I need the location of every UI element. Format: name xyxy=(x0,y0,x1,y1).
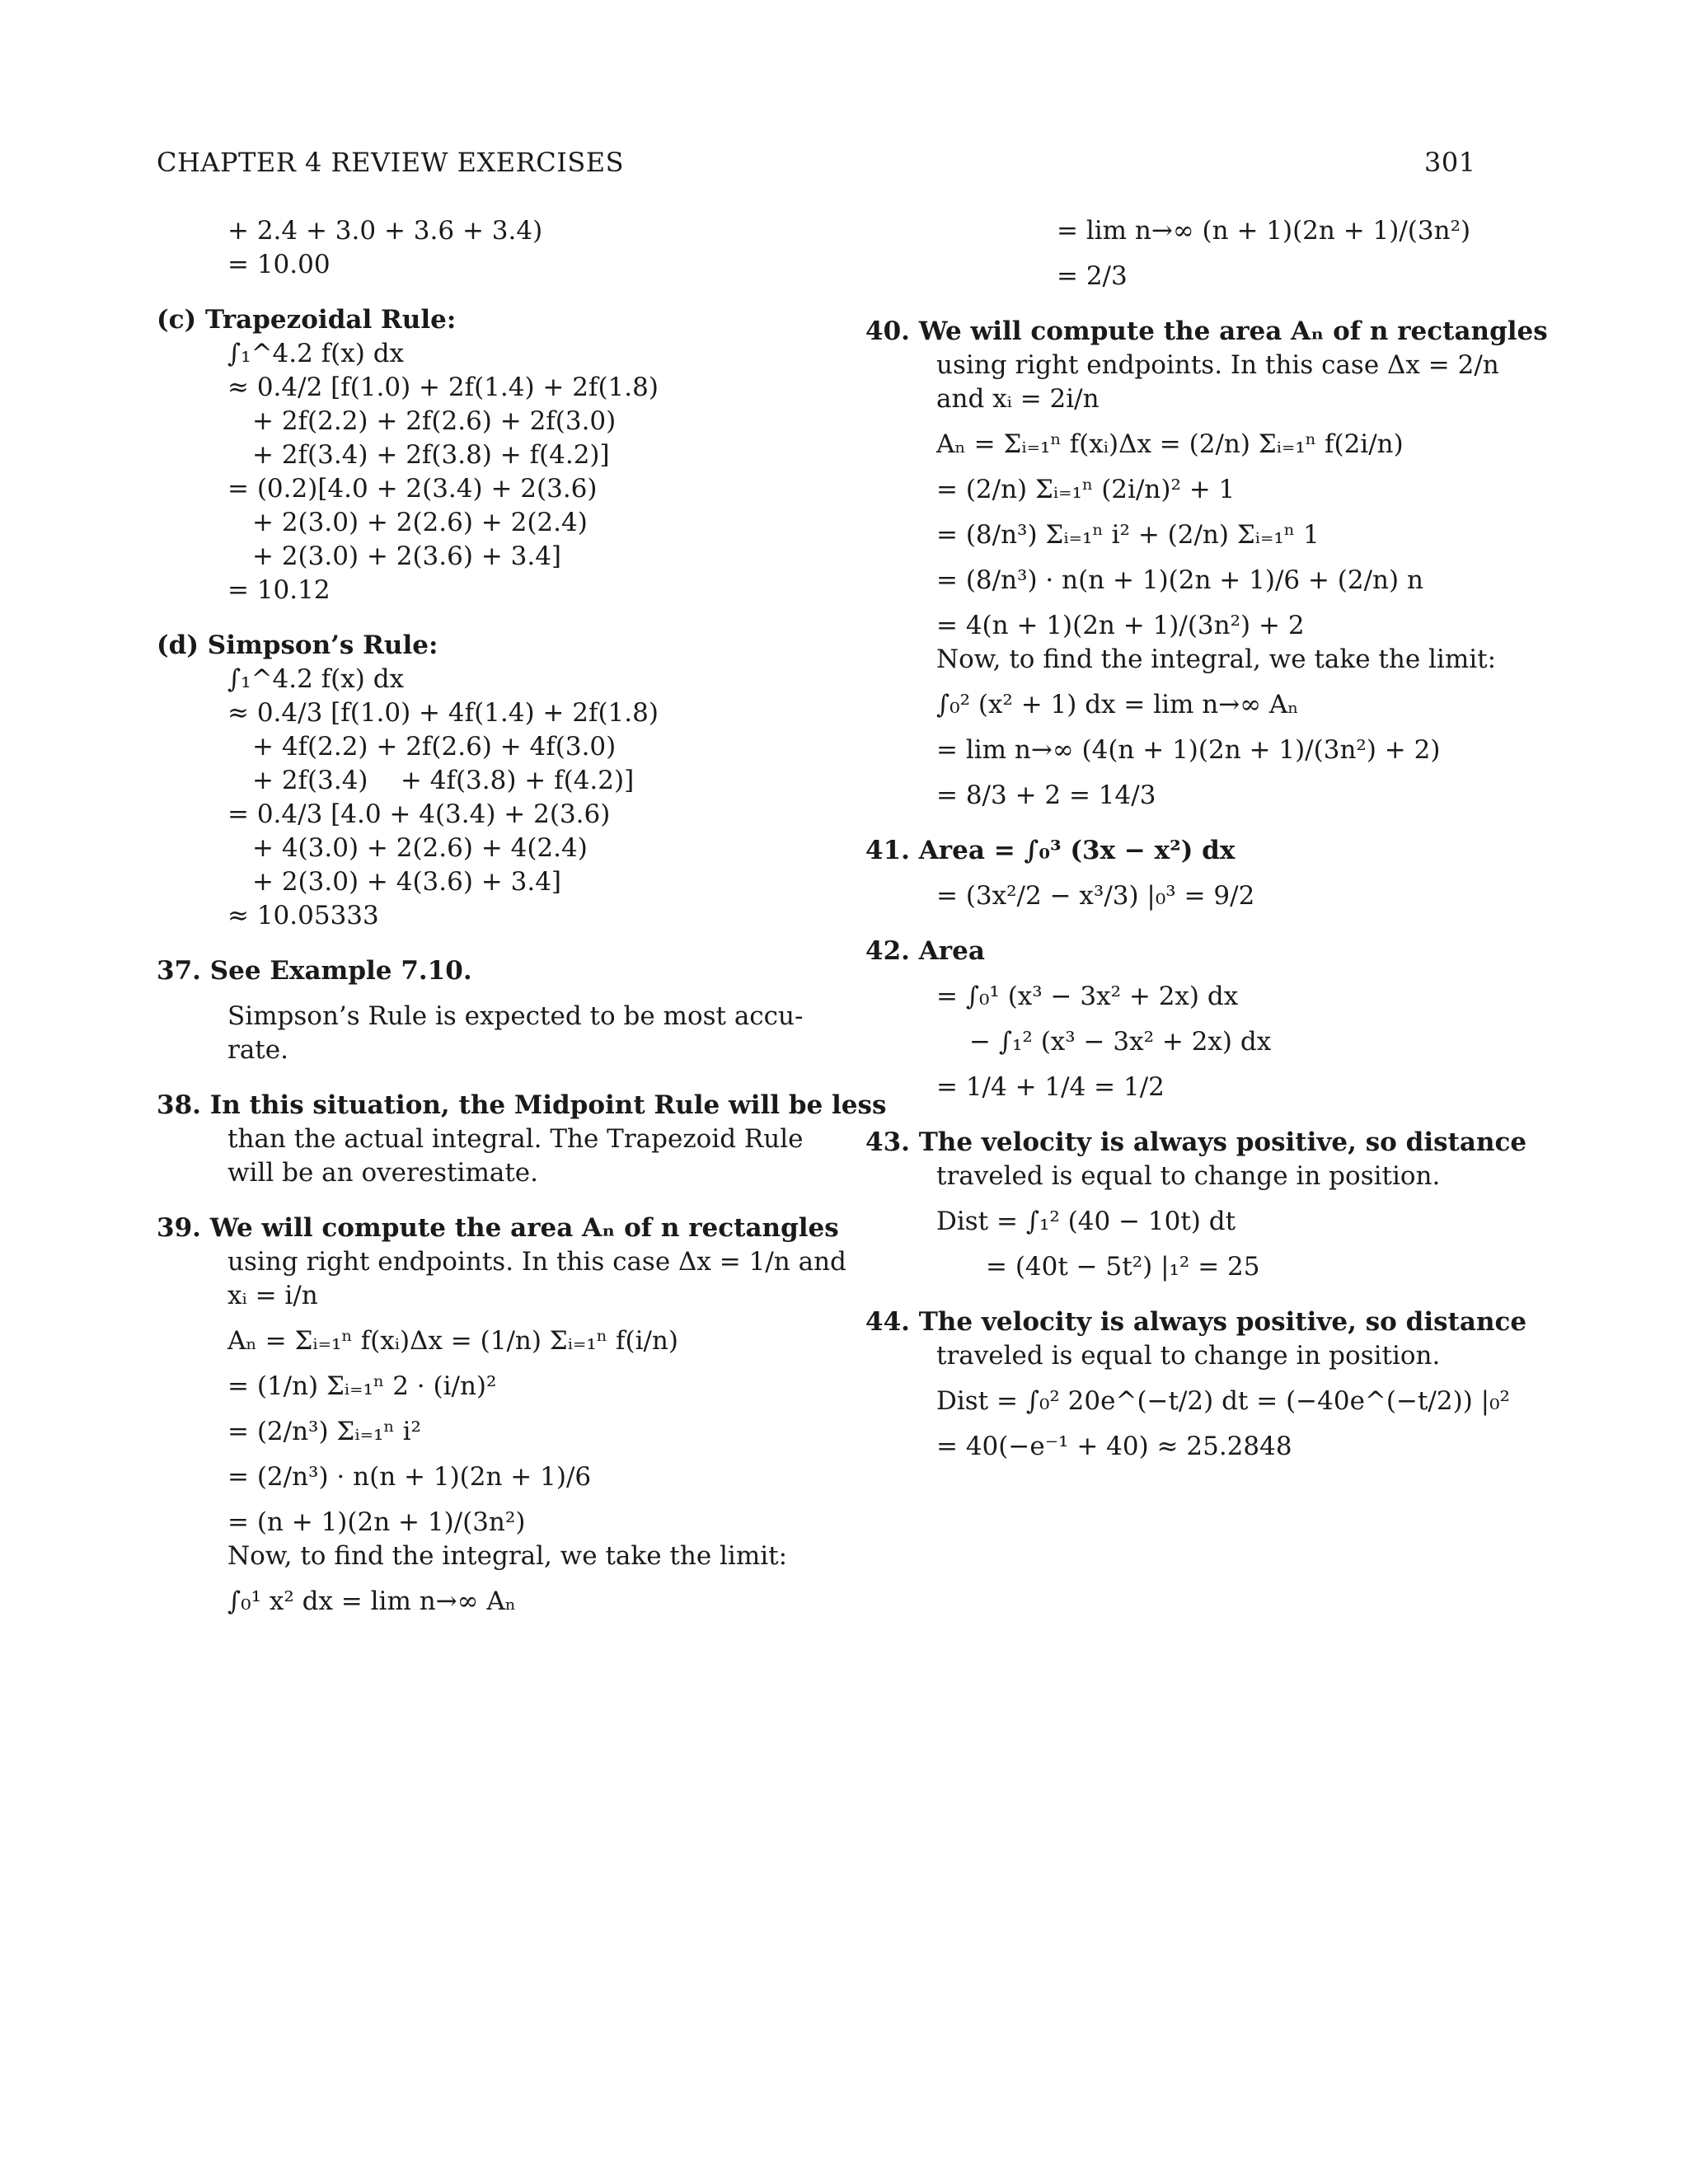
math-line: = 10.00 xyxy=(227,250,331,279)
exercise-40: 40. We will compute the area Aₙ of n rectangles xyxy=(865,316,1548,346)
math-line: = (2/n³) Σᵢ₌₁ⁿ i² xyxy=(227,1417,421,1446)
exercise-41: 41. Area = ∫₀³ (3x − x²) dx xyxy=(865,836,1236,865)
math-line: Dist = ∫₀² 20e^(−t/2) dt = (−40e^(−t/2)) |₀² xyxy=(936,1386,1510,1416)
text-line: traveled is equal to change in position. xyxy=(936,1161,1441,1191)
math-line: = (2/n) Σᵢ₌₁ⁿ (2i/n)² + 1 xyxy=(936,475,1236,504)
math-line: Aₙ = Σᵢ₌₁ⁿ f(xᵢ)Δx = (2/n) Σᵢ₌₁ⁿ f(2i/n) xyxy=(936,429,1404,459)
text-line: Simpson’s Rule is expected to be most accu- xyxy=(227,1001,804,1031)
math-line: Dist = ∫₁² (40 − 10t) dt xyxy=(936,1207,1236,1236)
math-line: + 2(3.0) + 2(2.6) + 2(2.4) xyxy=(252,508,588,537)
math-line: = 4(n + 1)(2n + 1)/(3n²) + 2 xyxy=(936,611,1305,640)
exercise-part-heading: (d) Simpson’s Rule: xyxy=(157,630,438,660)
running-header: CHAPTER 4 REVIEW EXERCISES xyxy=(157,147,625,178)
math-line: = 40(−e⁻¹ + 40) ≈ 25.2848 xyxy=(936,1432,1292,1461)
math-line: + 2f(3.4) + 4f(3.8) + f(4.2)] xyxy=(252,766,635,795)
math-line: + 2(3.0) + 4(3.6) + 3.4] xyxy=(252,867,562,897)
math-line: + 2f(3.4) + 2f(3.8) + f(4.2)] xyxy=(252,440,610,470)
math-line: = 1/4 + 1/4 = 1/2 xyxy=(936,1072,1165,1102)
text-line: will be an overestimate. xyxy=(227,1158,538,1188)
exercise-43: 43. The velocity is always positive, so distance xyxy=(865,1127,1527,1157)
math-line: = lim n→∞ (n + 1)(2n + 1)/(3n²) xyxy=(1057,216,1471,246)
math-line: = lim n→∞ (4(n + 1)(2n + 1)/(3n²) + 2) xyxy=(936,735,1441,765)
text-line: than the actual integral. The Trapezoid Rule xyxy=(227,1124,804,1154)
math-line: and xᵢ = 2i/n xyxy=(936,384,1100,414)
math-line: ≈ 0.4/2 [f(1.0) + 2f(1.4) + 2f(1.8) xyxy=(227,373,659,402)
text-line: Now, to find the integral, we take the limit: xyxy=(227,1541,788,1571)
math-line: = (8/n³) · n(n + 1)(2n + 1)/6 + (2/n) n xyxy=(936,565,1423,595)
math-line: = (0.2)[4.0 + 2(3.4) + 2(3.6) xyxy=(227,474,598,504)
math-line: = (2/n³) · n(n + 1)(2n + 1)/6 xyxy=(227,1462,592,1492)
math-line: = 8/3 + 2 = 14/3 xyxy=(936,780,1156,810)
math-line: = 10.12 xyxy=(227,575,331,605)
text-line: rate. xyxy=(227,1035,288,1065)
exercise-44: 44. The velocity is always positive, so distance xyxy=(865,1307,1527,1337)
math-line: = (n + 1)(2n + 1)/(3n²) xyxy=(227,1507,526,1537)
left-column xyxy=(157,214,887,1619)
math-line: ≈ 10.05333 xyxy=(227,901,379,930)
math-line: Aₙ = Σᵢ₌₁ⁿ f(xᵢ)Δx = (1/n) Σᵢ₌₁ⁿ f(i/n) xyxy=(227,1326,678,1356)
math-line: xᵢ = i/n xyxy=(227,1281,318,1310)
math-line: ∫₁^4.2 f(x) dx xyxy=(227,664,405,694)
math-line: + 4f(2.2) + 2f(2.6) + 4f(3.0) xyxy=(252,732,617,762)
text-line: traveled is equal to change in position. xyxy=(936,1341,1441,1371)
exercise-42: 42. Area xyxy=(865,936,985,966)
math-line: = (40t − 5t²) |₁² = 25 xyxy=(986,1252,1260,1282)
text-line: using right endpoints. In this case Δx = 2/n xyxy=(936,350,1499,380)
exercise-39: 39. We will compute the area Aₙ of n rectangles xyxy=(157,1213,839,1243)
text-line: Now, to find the integral, we take the limit: xyxy=(936,644,1497,674)
right-column xyxy=(865,214,1548,1464)
exercise-37: 37. See Example 7.10. xyxy=(157,956,472,986)
math-line: + 4(3.0) + 2(2.6) + 4(2.4) xyxy=(252,833,588,863)
math-line: ≈ 0.4/3 [f(1.0) + 4f(1.4) + 2f(1.8) xyxy=(227,698,659,728)
math-line: ∫₀¹ x² dx = lim n→∞ Aₙ xyxy=(227,1586,517,1616)
math-line: = (3x²/2 − x³/3) |₀³ = 9/2 xyxy=(936,881,1255,911)
exercise-part-heading: (c) Trapezoidal Rule: xyxy=(157,305,457,335)
math-line: ∫₀² (x² + 1) dx = lim n→∞ Aₙ xyxy=(936,690,1299,719)
math-line: + 2.4 + 3.0 + 3.6 + 3.4) xyxy=(227,216,543,246)
math-line: = 2/3 xyxy=(1057,261,1128,291)
math-line: ∫₁^4.2 f(x) dx xyxy=(227,339,405,368)
math-line: = (8/n³) Σᵢ₌₁ⁿ i² + (2/n) Σᵢ₌₁ⁿ 1 xyxy=(936,520,1320,550)
text-line: using right endpoints. In this case Δx = 1/n and xyxy=(227,1247,846,1277)
page-number: 301 xyxy=(1424,147,1476,178)
exercise-38: 38. In this situation, the Midpoint Rule will be less xyxy=(157,1090,887,1120)
math-line: + 2f(2.2) + 2f(2.6) + 2f(3.0) xyxy=(252,406,617,436)
math-line: + 2(3.0) + 2(3.6) + 3.4] xyxy=(252,541,562,571)
math-line: = (1/n) Σᵢ₌₁ⁿ 2 · (i/n)² xyxy=(227,1371,497,1401)
math-line: = 0.4/3 [4.0 + 4(3.4) + 2(3.6) xyxy=(227,799,611,829)
math-line: − ∫₁² (x³ − 3x² + 2x) dx xyxy=(969,1027,1272,1057)
math-line: = ∫₀¹ (x³ − 3x² + 2x) dx xyxy=(936,982,1239,1011)
